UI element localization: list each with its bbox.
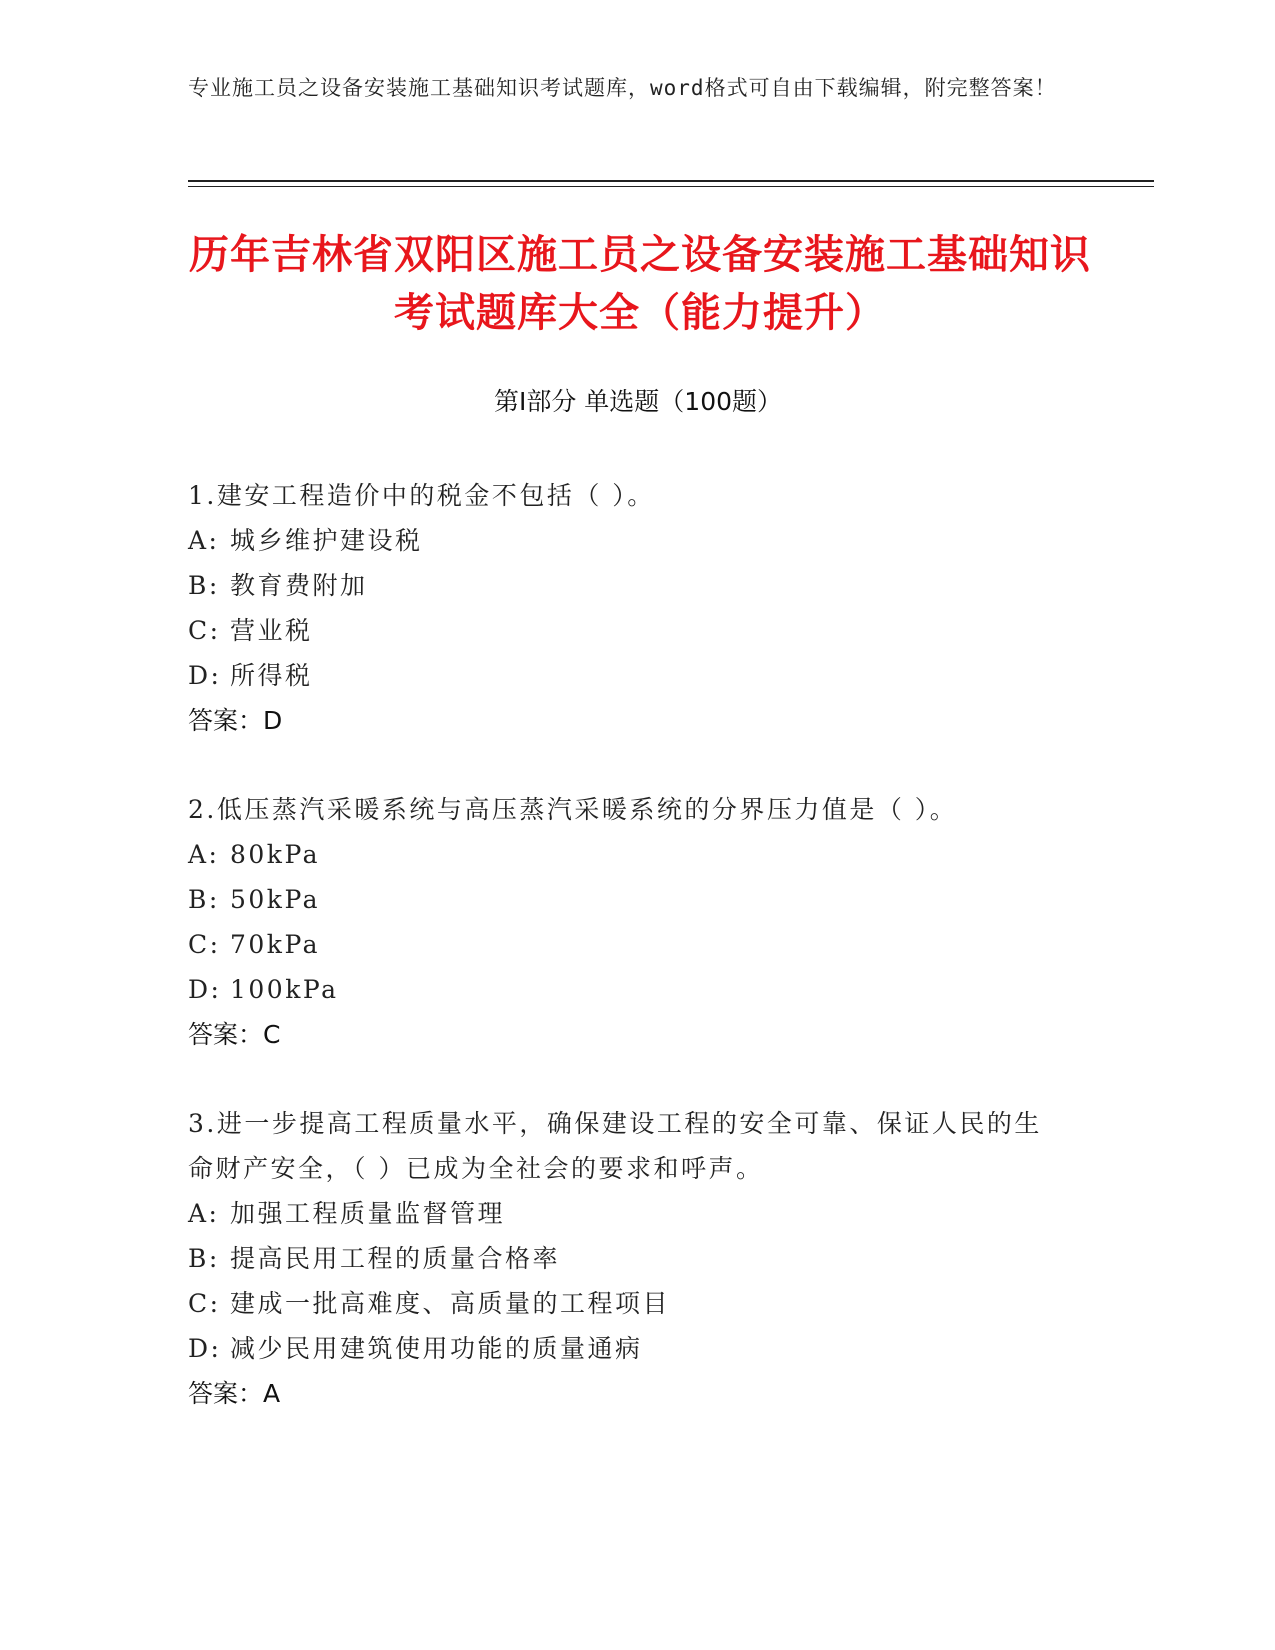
answer-value: A [263,1379,281,1408]
question-stem: 2.低压蒸汽采暖系统与高压蒸汽采暖系统的分界压力值是（ ）。 [188,795,958,824]
option-c [188,1281,1068,1326]
option-d [188,653,1068,698]
option-text: 所得税 [230,661,313,690]
option-letter: D: [188,661,222,690]
option-text: 教育费附加 [230,571,368,600]
question-stem: 3.进一步提高工程质量水平，确保建设工程的安全可靠、保证人民的生命财产安全，（ ）已成为全社会的要求和呼声。 [188,1109,1042,1183]
option-letter: D: [188,975,222,1004]
option-text: 加强工程质量监督管理 [230,1199,506,1228]
option-text: 减少民用建筑使用功能的质量通病 [230,1334,643,1363]
option-text: 80kPa [230,840,321,869]
answer-line [188,698,1068,743]
answer-label: 答案： [188,706,264,735]
option-text: 建成一批高难度、高质量的工程项目 [230,1289,671,1318]
header-note: 专业施工员之设备安装施工基础知识考试题库，word格式可自由下载编辑，附完整答案！ [188,76,1057,100]
option-b [188,563,1068,608]
option-letter: C: [188,930,221,959]
answer-label: 答案： [188,1379,264,1408]
option-letter: B: [188,1244,220,1273]
option-letter: C: [188,1289,221,1318]
question-list [188,473,1068,1460]
question-1 [188,473,1068,743]
option-d [188,967,1068,1012]
answer-line [188,1012,1068,1057]
option-letter: D: [188,1334,222,1363]
option-a [188,1191,1068,1236]
option-c [188,922,1068,967]
answer-value: C [263,1020,281,1049]
answer-line [188,1371,1068,1416]
option-text: 提高民用工程的质量合格率 [230,1244,561,1273]
option-letter: B: [188,571,220,600]
question-2 [188,787,1068,1057]
answer-value: D [263,706,283,735]
question-3 [188,1101,1068,1416]
option-letter: C: [188,616,221,645]
option-letter: A: [188,526,220,555]
option-text: 50kPa [230,885,321,914]
section-heading: 第Ⅰ部分 单选题（100题） [493,387,783,416]
document-title: 历年吉林省双阳区施工员之设备安装施工基础知识考试题库大全（能力提升） [189,232,1091,336]
option-a [188,832,1068,877]
option-c [188,608,1068,653]
header-divider-thick [188,180,1154,182]
option-b [188,877,1068,922]
option-letter: B: [188,885,220,914]
option-letter: A: [188,1199,220,1228]
option-d [188,1326,1068,1371]
option-a [188,518,1068,563]
answer-label: 答案： [188,1020,264,1049]
option-text: 营业税 [230,616,313,645]
option-text: 70kPa [230,930,321,959]
option-text: 城乡维护建设税 [230,526,423,555]
option-text: 100kPa [230,975,339,1004]
option-letter: A: [188,840,220,869]
question-stem: 1.建安工程造价中的税金不包括（ ）。 [188,481,655,510]
option-b [188,1236,1068,1281]
header-divider-thin [188,186,1154,187]
